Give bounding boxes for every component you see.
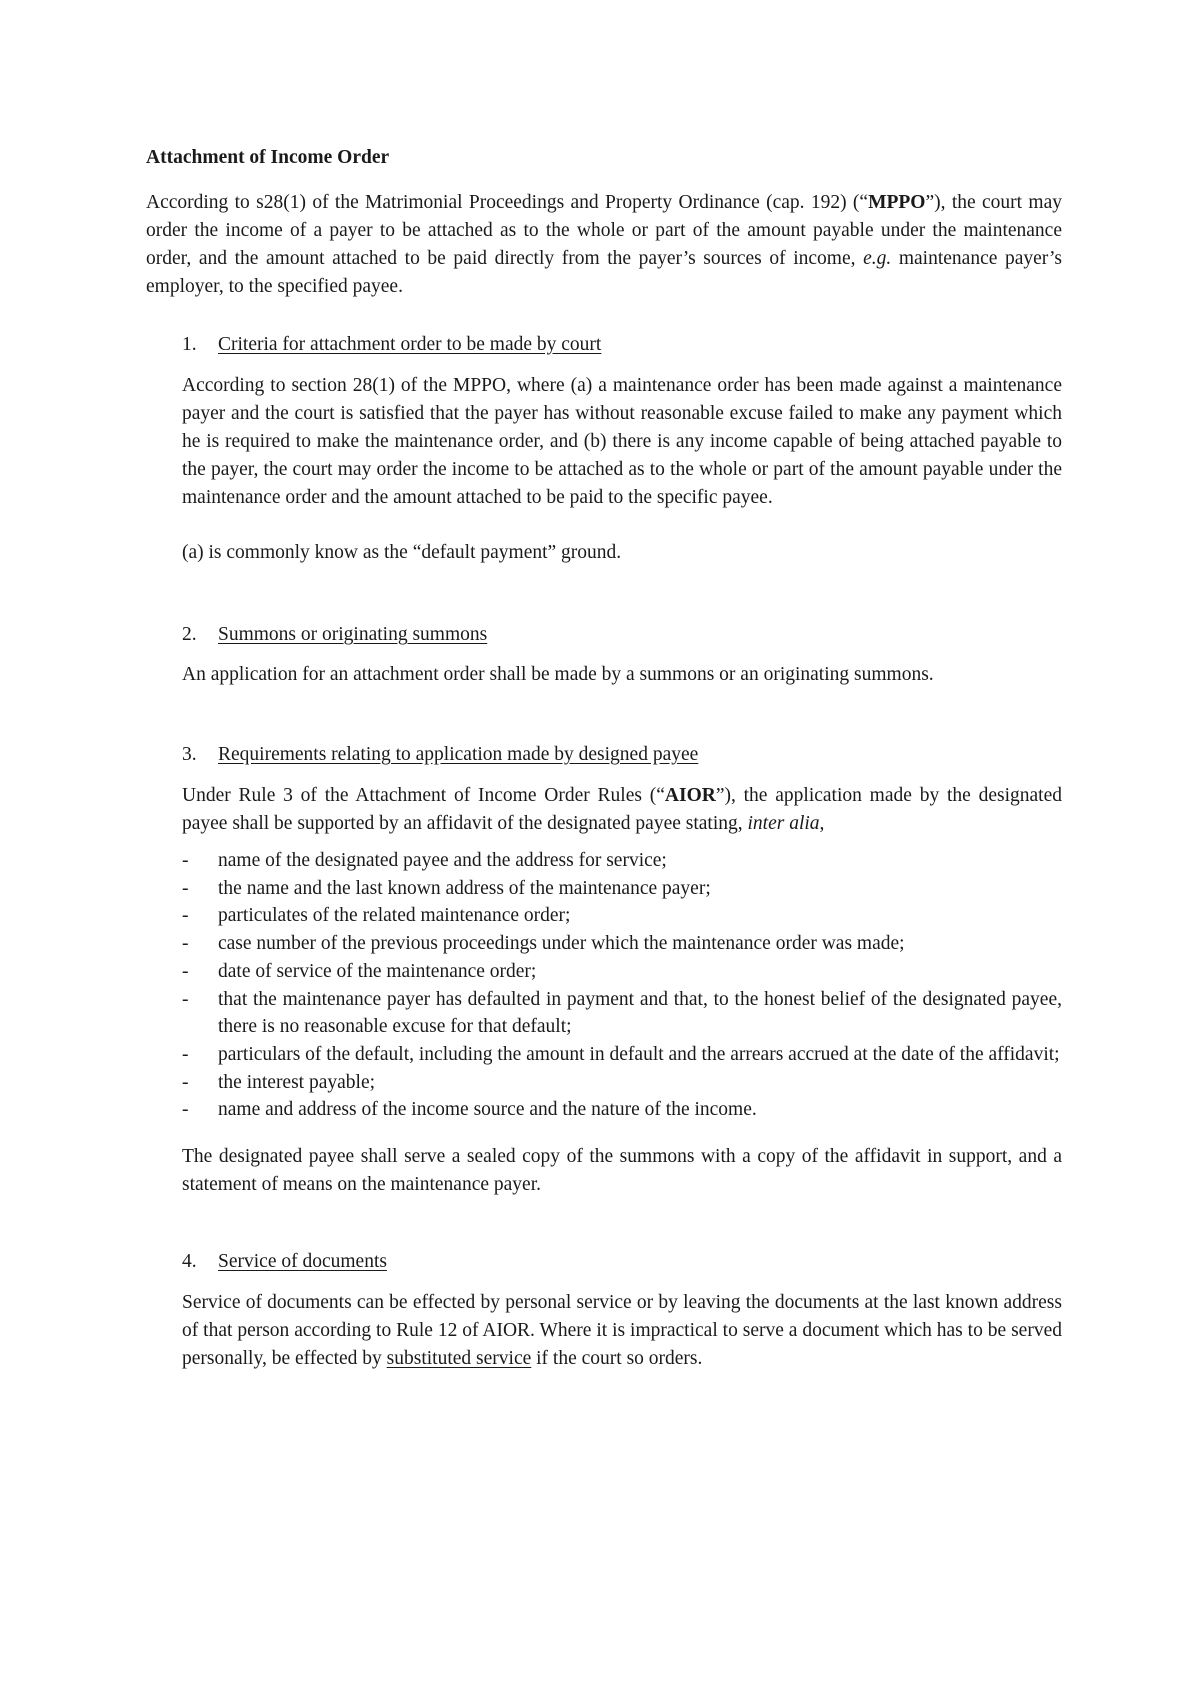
list-item-text: that the maintenance payer has defaulted in payment and that, to the honest belief of the designated payee, there is no reasonable excuse for that default; bbox=[218, 988, 1062, 1038]
section-3-text-1: Under Rule 3 of the Attachment of Income Order Rules (“ bbox=[182, 785, 665, 806]
list-item bbox=[182, 986, 1062, 1041]
dash-bullet: - bbox=[182, 877, 189, 899]
section-1-paragraph: According to section 28(1) of the MPPO, where (a) a maintenance order has been made against a maintenance payer and the court is satisfied that the payer has without reasonable excuse failed to make any payment which he is required to make the maintenance order, and (b) there is any income capable of being attached payable to the payer, the court may order the income to be attached as to the whole or part of the amount payable under the maintenance order and the amount attached to be paid to the specific payee. bbox=[182, 375, 1062, 508]
list-item bbox=[182, 958, 1062, 986]
list-item-text: the interest payable; bbox=[218, 1071, 376, 1093]
section-3-title: Requirements relating to application made by designed payee bbox=[218, 744, 699, 765]
intro-eg-italic: e.g. bbox=[863, 248, 892, 269]
dash-bullet: - bbox=[182, 1071, 189, 1093]
section-2-heading bbox=[182, 621, 487, 649]
section-4-number: 4. bbox=[182, 1251, 197, 1272]
section-3-heading bbox=[182, 741, 698, 769]
section-4-text-2: if the court so orders. bbox=[531, 1348, 703, 1369]
intro-text-1: According to s28(1) of the Matrimonial Proceedings and Property Ordinance (cap. 192) (“ bbox=[146, 192, 869, 213]
list-item-text: case number of the previous proceedings under which the maintenance order was made; bbox=[218, 933, 905, 955]
requirements-list bbox=[182, 847, 1062, 1124]
list-item-text: the name and the last known address of the maintenance payer; bbox=[218, 877, 711, 899]
list-item bbox=[182, 1041, 1062, 1069]
dash-bullet: - bbox=[182, 1099, 189, 1121]
section-3-closing: The designated payee shall serve a sealed copy of the summons with a copy of the affidavit in support, and a statement of means on the maintenance payer. bbox=[182, 1146, 1062, 1195]
section-3-paragraph bbox=[182, 782, 1062, 838]
section-1-number: 1. bbox=[182, 334, 197, 355]
document-title: Attachment of Income Order bbox=[146, 147, 390, 168]
dash-bullet: - bbox=[182, 1043, 189, 1065]
dash-bullet: - bbox=[182, 905, 189, 927]
section-4-title: Service of documents bbox=[218, 1251, 387, 1272]
list-item bbox=[182, 875, 1062, 903]
list-item bbox=[182, 902, 1062, 930]
list-item-text: date of service of the maintenance order; bbox=[218, 960, 537, 982]
section-3-number: 3. bbox=[182, 744, 197, 765]
section-1-title: Criteria for attachment order to be made by court bbox=[218, 334, 602, 355]
section-4-heading bbox=[182, 1248, 387, 1276]
list-item bbox=[182, 847, 1062, 875]
section-3-inter-alia-italic: inter alia bbox=[747, 813, 820, 834]
section-3-text-3: , bbox=[819, 813, 825, 834]
substituted-service-link[interactable]: substituted service bbox=[386, 1348, 532, 1369]
section-3-text-2: ”), the application made by the designated payee shall be supported by an affidavit of the designated payee stating, bbox=[182, 785, 1062, 834]
list-item bbox=[182, 1096, 1062, 1124]
intro-text-2: ”), the court may order the income of a payer to be attached as to the whole or part of the amount payable under the maintenance order, and the amount attached to be paid directly from the payer’s sources of income, bbox=[146, 192, 1062, 269]
dash-bullet: - bbox=[182, 960, 189, 982]
dash-bullet: - bbox=[182, 988, 189, 1010]
section-1-note: (a) is commonly know as the “default payment” ground. bbox=[182, 542, 622, 563]
intro-paragraph bbox=[146, 189, 1062, 301]
list-item bbox=[182, 1069, 1062, 1097]
section-4-text-1: Service of documents can be effected by personal service or by leaving the documents at the last known address of that person according to Rule 12 of AIOR. Where it is impractical to serve a document which has to be served personally, be effected by bbox=[182, 1292, 1062, 1369]
intro-mppo-bold: MPPO bbox=[868, 192, 926, 213]
list-item-text: particulates of the related maintenance order; bbox=[218, 905, 571, 927]
section-2-paragraph: An application for an attachment order shall be made by a summons or an originating summons. bbox=[182, 664, 934, 685]
intro-text-3: maintenance payer’s employer, to the specified payee. bbox=[146, 248, 1063, 297]
section-2-title: Summons or originating summons bbox=[218, 624, 488, 645]
list-item-text: particulars of the default, including the amount in default and the arrears accrued at the date of the affidavit; bbox=[218, 1043, 1060, 1065]
section-2-number: 2. bbox=[182, 624, 197, 645]
list-item-text: name and address of the income source and the nature of the income. bbox=[218, 1099, 757, 1121]
section-4-paragraph bbox=[182, 1289, 1062, 1373]
dash-bullet: - bbox=[182, 850, 189, 871]
list-item-text: name of the designated payee and the address for service; bbox=[218, 850, 667, 871]
section-3-aior-bold: AIOR bbox=[664, 785, 716, 806]
dash-bullet: - bbox=[182, 933, 189, 955]
section-1-heading bbox=[182, 331, 601, 359]
list-item bbox=[182, 930, 1062, 958]
